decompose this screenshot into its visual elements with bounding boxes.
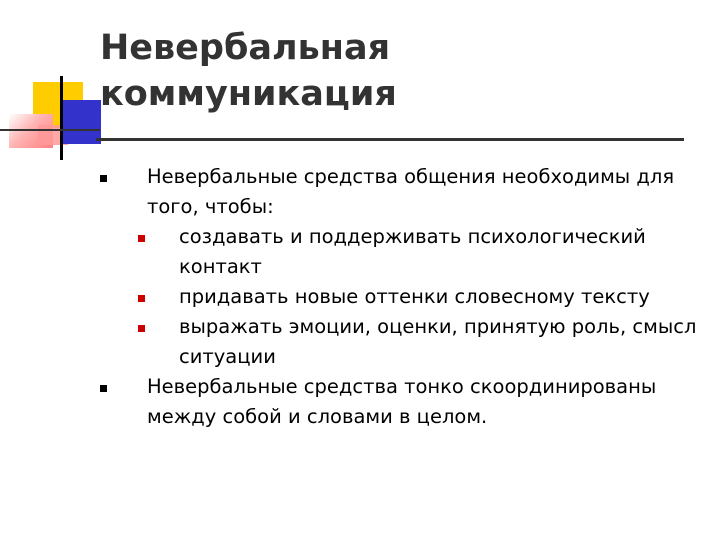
red-square-bullet-icon bbox=[138, 325, 145, 332]
decorative-vertical-line bbox=[60, 76, 63, 160]
red-square-bullet-icon bbox=[138, 235, 145, 242]
sub-bullet-text: выражать эмоции, оценки, принятую роль, смысл ситуации bbox=[179, 315, 697, 368]
slide-title-line-2: коммуникация bbox=[100, 74, 397, 114]
bullet-text: Невербальные средства общения необходимы для того, чтобы: bbox=[147, 165, 675, 218]
slide-body bbox=[0, 162, 720, 432]
title-underline-rule bbox=[96, 138, 684, 141]
bullet-item bbox=[147, 372, 707, 432]
bullet-text: Невербальные средства тонко скоординированы между собой и словами в целом. bbox=[147, 375, 657, 428]
square-bullet-icon bbox=[100, 385, 107, 392]
red-square-bullet-icon bbox=[138, 295, 145, 302]
square-bullet-icon bbox=[100, 175, 107, 182]
sub-bullet-item bbox=[179, 312, 699, 372]
slide-title bbox=[100, 25, 700, 117]
slide-title-line-1: Невербальная bbox=[100, 28, 391, 68]
sub-bullet-text: придавать новые оттенки словесному тексту bbox=[179, 285, 650, 308]
bullet-item bbox=[147, 162, 707, 222]
sub-bullet-item bbox=[179, 222, 699, 282]
sub-bullet-item bbox=[179, 282, 699, 312]
sub-bullet-text: создавать и поддерживать психологический контакт bbox=[179, 225, 646, 278]
decorative-horizontal-line bbox=[0, 129, 100, 131]
